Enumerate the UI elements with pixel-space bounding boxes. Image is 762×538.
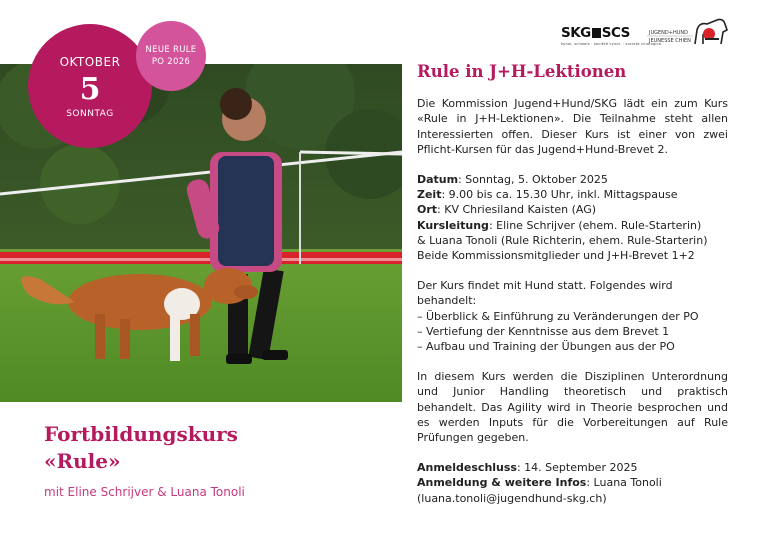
datum-label: Datum xyxy=(417,172,459,186)
main-title-line1: Fortbildungskurs xyxy=(44,422,238,446)
ort-line xyxy=(417,202,728,217)
date-day: 5 xyxy=(79,72,101,107)
date-weekday: SONNTAG xyxy=(66,109,114,119)
jugend-hund-logo xyxy=(645,14,731,50)
subtitle-instructors: mit Eline Schrijver & Luana Tonoli xyxy=(44,485,245,499)
zeit-label: Zeit xyxy=(417,187,442,201)
kursleitung-line xyxy=(417,218,728,233)
disziplinen-paragraph: In diesem Kurs werden die Disziplinen Unterordnung und Junior Handling theoretisch und praktisch behandelt. Das Agility wird in Theorie besprochen und es werden Inputs für die Vorbereitungen auf Rule Prüfungen gegeben. xyxy=(417,369,728,445)
bullet-item: – Vertiefung der Kenntnisse aus dem Brevet 1 xyxy=(417,324,670,338)
anmeldung-line xyxy=(417,475,728,490)
anmeldeschluss-label: Anmeldeschluss xyxy=(417,460,517,474)
new-badge-line1: NEUE RULE xyxy=(145,45,197,55)
anmeldung-value: : Luana Tonoli xyxy=(586,476,662,490)
zeit-line xyxy=(417,187,728,202)
new-rule-badge xyxy=(136,21,206,91)
contact-email: (luana.tonoli@jugendhund-skg.ch) xyxy=(417,491,607,505)
skg-tagline: kynol. schweiz · société cynol. · società cinologica xyxy=(561,42,662,46)
skg-shield-icon xyxy=(592,28,601,38)
skg-text: SKG xyxy=(561,25,591,41)
ort-label: Ort xyxy=(417,203,438,217)
kursleitung-value: : Eline Schrijver (ehem. Rule-Starterin) xyxy=(488,218,702,232)
main-title xyxy=(44,421,238,475)
jugend-hund-dog-icon xyxy=(645,14,731,50)
date-month: OKTOBER xyxy=(59,55,121,69)
jh-line1: JUGEND+HUND xyxy=(649,30,688,36)
intro-paragraph: Die Kommission Jugend+Hund/SKG lädt ein zum Kurs «Rule in J+H-Lektionen». Die Teilnahme steht allen Interessierten offen. Dieser Kurs ist einer von zwei Pflicht-Kursen für das Jugend+Hund-Brevet 2. xyxy=(417,97,728,156)
jh-line2: JEUNESSE CHIEN xyxy=(649,38,691,44)
scs-text: SCS xyxy=(601,25,630,41)
anmeldeschluss-value: : 14. September 2025 xyxy=(516,460,638,474)
datum-value: : Sonntag, 5. Oktober 2025 xyxy=(458,172,608,186)
ort-value: : KV Chriesiland Kaisten (AG) xyxy=(437,203,597,217)
date-badge xyxy=(28,24,152,148)
course-details xyxy=(417,96,728,506)
bullet-item: – Überblick & Einführung zu Veränderungen der PO xyxy=(417,309,699,323)
skg-scs-logo xyxy=(561,25,662,48)
anmeldung-label: Anmeldung & weitere Infos xyxy=(417,476,587,490)
new-badge-line2: PO 2026 xyxy=(151,57,191,67)
kursleitung-label: Kursleitung xyxy=(417,218,489,232)
zeit-value: : 9.00 bis ca. 15.30 Uhr, inkl. Mittagspause xyxy=(441,187,678,201)
anmeldeschluss-line xyxy=(417,460,728,475)
kursleitung-line3: Beide Kommissionsmitglieder und J+H-Brevet 1+2 xyxy=(417,249,695,263)
course-title: Rule in J+H-Lektionen xyxy=(417,62,627,81)
datum-line xyxy=(417,172,728,187)
bullet-item: – Aufbau und Training der Übungen aus der PO xyxy=(417,340,675,354)
kurs-intro: Der Kurs findet mit Hund statt. Folgendes wird behandelt: xyxy=(417,278,673,308)
main-title-line2: «Rule» xyxy=(44,449,121,473)
kursleitung-line2: & Luana Tonoli (Rule Richterin, ehem. Rule-Starterin) xyxy=(417,233,708,247)
